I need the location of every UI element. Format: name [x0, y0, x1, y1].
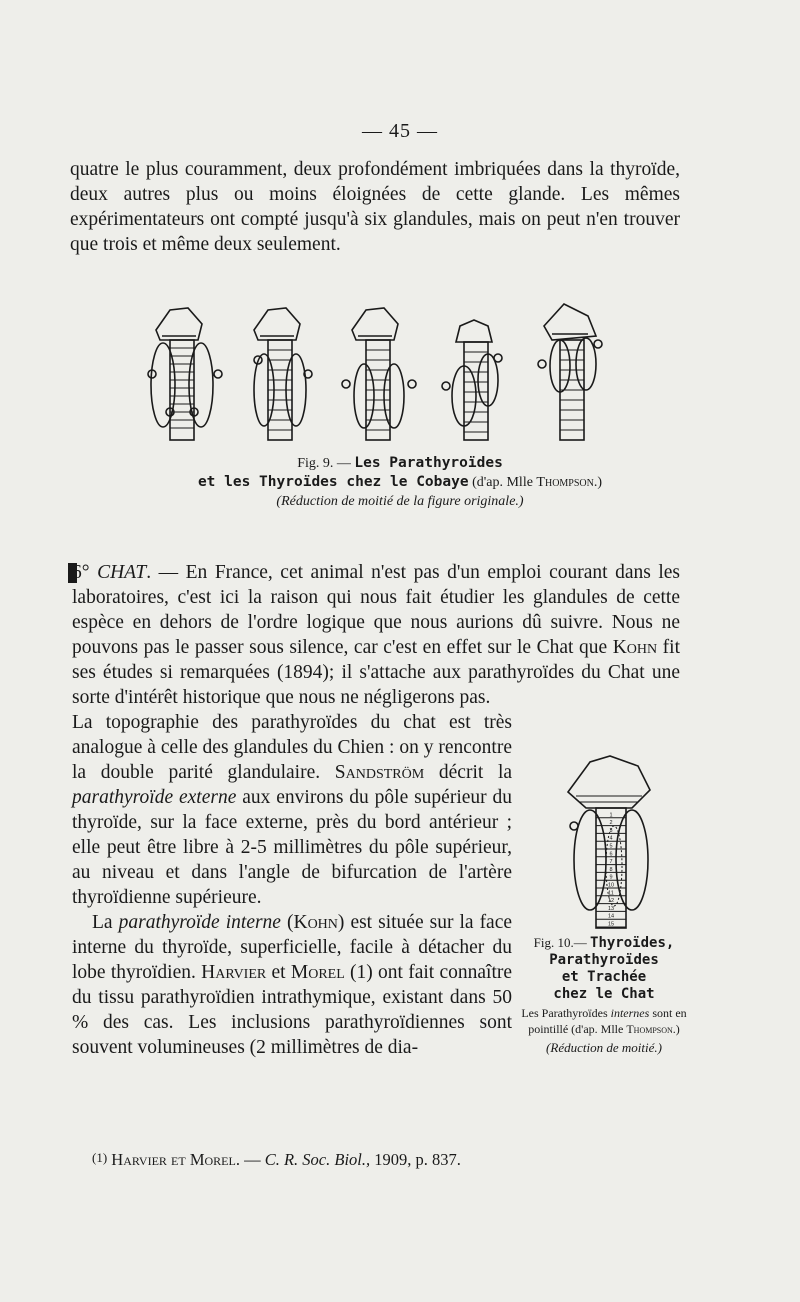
tracheal-ring-label: 14 — [607, 913, 615, 920]
figure-10-caption — [514, 934, 694, 1056]
specimen-3 — [342, 308, 416, 440]
topography-paragraph — [72, 710, 512, 1060]
tracheal-ring-label: 6 — [609, 851, 613, 858]
figure-10-desc — [514, 1005, 694, 1037]
tracheal-ring-label: 9 — [609, 874, 613, 881]
internal-text: est située sur la face interne du thyroïde, superficielle, facile à détacher du lobe thyroïdien. — [72, 912, 513, 983]
figure-9-caption — [120, 454, 680, 511]
figure-9-label: Fig. 9. — — [297, 456, 351, 471]
footnote-journal: C. R. Soc. Biol., — [264, 1150, 371, 1169]
term-internal-parathyroid: parathyroïde interne — [118, 912, 281, 933]
footnote-details: 1909, p. 837. — [374, 1150, 461, 1169]
figure-9-caption-line2 — [120, 473, 680, 492]
footnote-marker: (1) — [92, 1150, 108, 1165]
figure-10-desc-internes: internes — [610, 1006, 650, 1020]
tracheal-ring-label: 13 — [607, 905, 615, 912]
tracheal-ring-label: 2 — [609, 820, 613, 827]
figure-9-title-2: et les Thyroïdes chez le Cobaye — [197, 474, 469, 490]
specimen-1 — [148, 308, 222, 440]
internal-text-2: (1) ont fait connaître du tissu parathyroïdien intrathymique, existant dans 50 % des cas. Les inclusions parathyroïdiennes sont souvent volumineuses (2 millimètres de dia- — [72, 962, 513, 1058]
figure-9-credit-pre: (d'ap. Mlle — [472, 475, 533, 490]
author-harvier: Harvier — [201, 962, 267, 983]
specimen-2 — [254, 308, 312, 440]
section-chat-lead-paragraph: 6° CHAT. — En France, cet animal n'est pas d'un emploi courant dans les laboratoires, c'est ici la raison qui nous fait étudier les glandules de cette espèce en dehors de l'ordre logique que nous aurions dû suivre. Nous ne pouvons pas le passer sous silence, car c'est en effet sur le Chat que Kohn fit ses études si remarquées (1894); il s'attache aux parathyroïdes du Chat une sorte d'intérêt historique que nous ne négligerons pas. — [72, 562, 681, 708]
figure-10-title-2: Parathyroïdes — [549, 952, 659, 968]
section-number: 6° — [72, 562, 90, 583]
figure-10-credit-name: Thompson — [626, 1022, 673, 1036]
tracheal-ring-label: 7 — [609, 859, 613, 866]
page-number: — 45 — — [362, 120, 438, 142]
author-sandstrom: Sandström — [334, 762, 425, 783]
footnote-authors: Harvier et Morel. — [111, 1150, 240, 1169]
footnote — [92, 1150, 461, 1170]
author-kohn: Kohn — [612, 637, 658, 658]
tracheal-ring-label: 15 — [607, 921, 615, 928]
tracheal-ring-label: 12 — [607, 898, 615, 905]
figure-10-label: Fig. 10.— — [533, 935, 587, 950]
tracheal-ring-label: 10 — [607, 882, 615, 889]
figure-9-reduction: (Réduction de moitié de la figure originale.) — [276, 494, 524, 509]
and-word: et — [271, 962, 286, 983]
figure-10-title-1: Thyroïdes, — [590, 935, 675, 951]
intro-text: quatre le plus couramment, deux profondément imbriquées dans la thyroïde, deux autres plus ou moins éloignées de cette glande. Les mêmes expérimentateurs ont compté jusqu'à six glandules, mais on peut n'en trouver que trois et même deux seulement. — [70, 159, 680, 255]
figure-9-title-1: Les Parathyroïdes — [354, 455, 503, 471]
section-lead: — En France, cet animal n'est pas d'un emploi courant dans les laboratoires, c'est ici la raison qui nous fait étudier les glandules de cette espèce en dehors de l'ordre logique que nous aurions dû suivre. Nous ne pouvons pas le passer sous silence, car c'est en effet sur le Chat que — [72, 562, 681, 658]
author-morel: Morel — [290, 962, 345, 983]
topo-text-2: décrit la — [438, 762, 513, 783]
tracheal-ring-label: 8 — [609, 866, 613, 873]
specimen-4 — [442, 320, 502, 440]
tracheal-ring-label: 11 — [608, 890, 614, 897]
figure-9-credit-name: Thompson — [536, 475, 594, 490]
tracheal-ring-label: 1 — [609, 812, 613, 819]
footnote-dash: — — [244, 1150, 261, 1169]
tracheal-ring-label: 5 — [609, 843, 613, 850]
section-lead-2: fit ses études si remarquées (1894); il s'attache aux parathyroïdes du Chat une sorte d'intérêt historique que nous ne négligerons pas. — [72, 637, 681, 708]
figure-10-credit-post: .) — [672, 1022, 680, 1036]
topo-text-1: La topographie des parathyroïdes du chat est très analogue à celle des glandules du Chien : on y rencontre la double parité glandulaire. — [72, 712, 512, 783]
internal-start: La — [92, 912, 113, 933]
figure-10-title-4: chez le Chat — [553, 986, 655, 1002]
figure-9-caption-line1 — [120, 454, 680, 473]
tracheal-ring-label: 3 — [609, 827, 613, 834]
topo-text-3: aux environs du pôle supérieur du thyroïde, sur la face externe, près du bord antérieur ; elle peut être libre à 2-5 millimètres du pôle supérieur, au niveau et dans l'angle de bifurcation de l'artère thyroïdienne supérieure. — [72, 787, 513, 908]
figure-9-drawing — [140, 300, 610, 452]
figure-10-desc-1: Les Parathyroïdes — [521, 1006, 608, 1020]
term-external-parathyroid: parathyroïde externe — [72, 787, 237, 808]
figure-9-credit-post: .) — [593, 475, 603, 490]
intro-paragraph — [70, 157, 680, 257]
tracheal-ring-label: 4 — [609, 835, 613, 842]
figure-10-drawing — [562, 752, 672, 934]
figure-10-desc-2: sont en pointillé (d'ap. Mlle — [528, 1006, 687, 1036]
section-chat-paragraph — [72, 560, 680, 710]
author-kohn-2: (Kohn) — [287, 912, 345, 933]
figure-10-reduction: (Réduction de moitié.) — [546, 1040, 662, 1055]
section-title: CHAT — [97, 562, 147, 583]
figure-10-title-3: et Trachée — [561, 969, 647, 985]
figure-10-caption-line1 — [514, 934, 694, 952]
specimen-5 — [538, 304, 602, 440]
